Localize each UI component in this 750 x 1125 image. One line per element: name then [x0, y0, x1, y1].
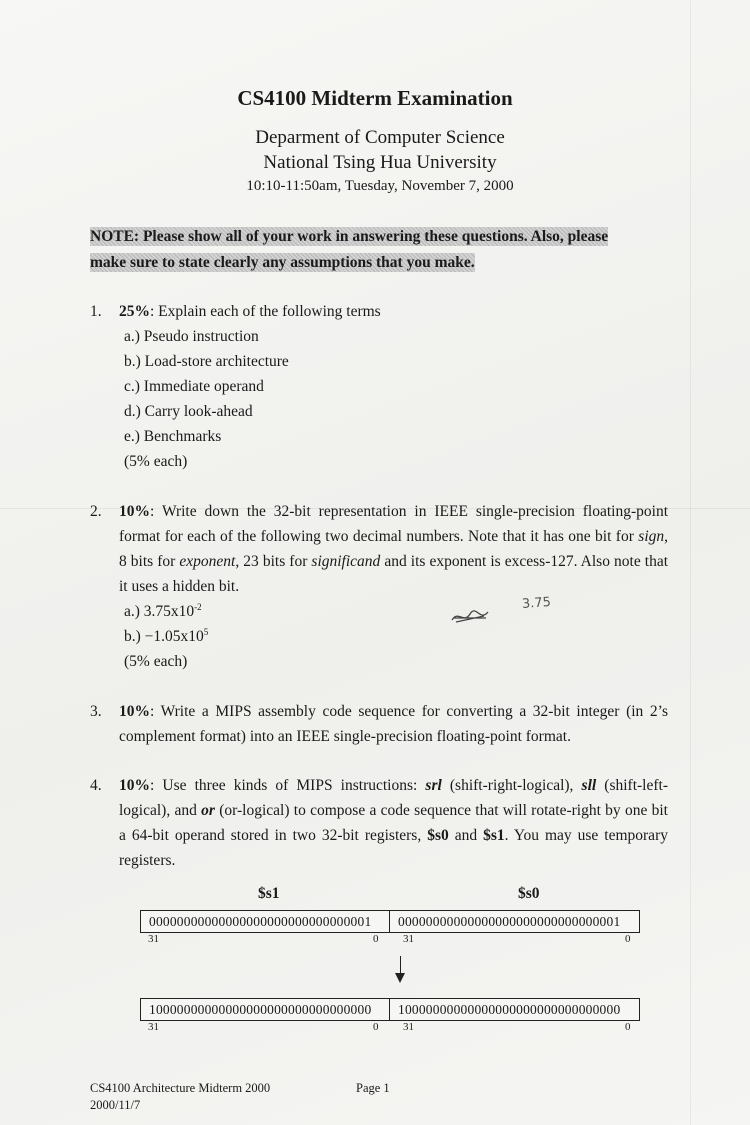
term-sign: sign	[638, 528, 665, 545]
question-number: 3.	[90, 703, 102, 720]
question-number: 2.	[90, 503, 102, 520]
list-item: a.) Pseudo instruction	[124, 328, 259, 345]
exam-title: CS4100 Midterm Examination	[237, 86, 513, 110]
bit-index: 0	[625, 1021, 631, 1033]
bit-index: 0	[373, 1021, 379, 1033]
register-s1: $s1	[483, 827, 505, 844]
question-text: : Explain each of the following terms	[150, 303, 381, 320]
question-number: 1.	[90, 303, 102, 320]
item-exponent: 5	[203, 627, 209, 637]
question-text: (shift-left-logical), and	[119, 777, 668, 819]
term-or: or	[201, 802, 215, 819]
arrow-head	[395, 973, 405, 983]
register-s1-value: 10000000000000000000000000000000	[141, 999, 390, 1020]
page-number: Page 1	[356, 1081, 390, 1095]
question-text: , 8 bits for	[119, 528, 668, 570]
register-pair-after	[140, 998, 640, 1021]
term-significand: significand	[311, 553, 381, 570]
arrow-down-icon	[400, 956, 401, 974]
note-box	[90, 224, 672, 276]
bit-index: 31	[148, 933, 159, 945]
scribble-mark	[450, 608, 492, 626]
department: Deparment of Computer Science	[255, 127, 505, 148]
list-item	[119, 624, 668, 649]
question-weight: 25%	[119, 303, 150, 320]
question-text: and its exponent is excess-127. Also note that it uses a hidden bit.	[119, 553, 669, 595]
footer-course: CS4100 Architecture Midterm 2000	[90, 1081, 271, 1095]
question-number: 4.	[90, 777, 102, 794]
register-s0-value: 10000000000000000000000000000000	[398, 1002, 621, 1017]
register-s0: $s0	[427, 827, 449, 844]
item-value: a.) 3.75x10	[124, 603, 195, 620]
register-label-s0: $s0	[518, 885, 540, 902]
list-item: b.) Load-store architecture	[124, 353, 289, 370]
question-weight: 10%	[119, 777, 150, 794]
note-line-1: NOTE: Please show all of your work in answering these questions. Also, please	[90, 228, 609, 245]
list-item: c.) Immediate operand	[124, 378, 264, 395]
item-value: b.) −1.05x10	[124, 628, 204, 645]
register-s0-value: 00000000000000000000000000000001	[398, 914, 621, 929]
list-item: d.) Carry look-ahead	[124, 403, 253, 420]
note-line-2: make sure to state clearly any assumptions that you make.	[90, 254, 475, 271]
bit-index: 0	[373, 933, 379, 945]
register-label-s1: $s1	[258, 885, 280, 902]
term-sll: sll	[581, 777, 597, 794]
footer-date: 2000/11/7	[90, 1098, 141, 1112]
bit-index: 31	[148, 1021, 159, 1033]
question-text: and	[448, 827, 484, 844]
question-2	[90, 499, 668, 674]
term-srl: srl	[425, 777, 442, 794]
question-4	[90, 773, 668, 873]
exam-datetime: 10:10-11:50am, Tuesday, November 7, 2000	[246, 178, 514, 194]
question-text: : Write down the 32-bit representation in IEEE single-precision floating-point format for each of the following two decimal numbers. Note that it has one bit for	[119, 503, 668, 545]
question-text: . You may use temporary registers.	[119, 827, 668, 869]
bit-index: 31	[403, 1021, 414, 1033]
register-s1-value: 00000000000000000000000000000001	[141, 911, 390, 932]
question-text: : Use three kinds of MIPS instructions:	[150, 777, 426, 794]
question-text: (shift-right-logical),	[441, 777, 582, 794]
university: National Tsing Hua University	[263, 152, 497, 173]
handwritten-note: 3.75	[521, 595, 552, 612]
question-text: , 23 bits for	[235, 553, 312, 570]
item-exponent: -2	[194, 602, 202, 612]
question-weight: 10%	[119, 703, 150, 720]
list-item: e.) Benchmarks	[124, 428, 222, 445]
term-exponent: exponent	[179, 553, 236, 570]
bit-index: 31	[403, 933, 414, 945]
question-weight: 10%	[119, 503, 150, 520]
question-each-note: (5% each)	[124, 453, 188, 470]
register-pair-before	[140, 910, 640, 933]
question-1	[90, 299, 668, 474]
bit-index: 0	[625, 933, 631, 945]
question-3	[90, 699, 668, 749]
question-text: (or-logical) to compose a code sequence that will rotate-right by one bit a 64-bit operand stored in two 32-bit registers,	[119, 802, 668, 844]
question-each-note: (5% each)	[124, 653, 188, 670]
question-text: : Write a MIPS assembly code sequence for converting a 32-bit integer (in 2’s complement format) into an IEEE single-precision floating-point format.	[119, 703, 668, 745]
list-item	[119, 599, 668, 624]
